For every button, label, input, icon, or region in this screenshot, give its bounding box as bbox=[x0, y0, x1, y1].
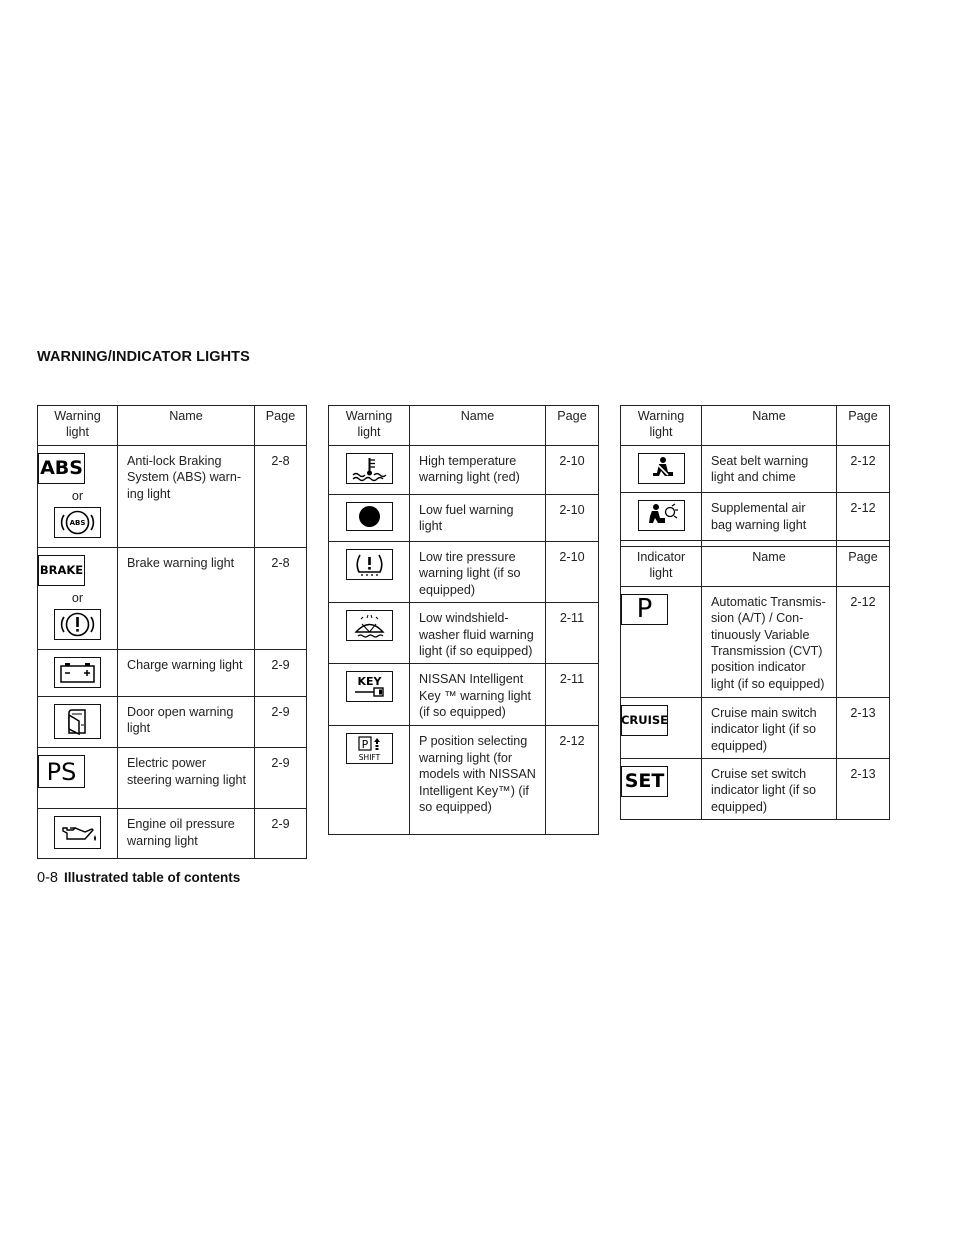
position-p-icon: P bbox=[621, 594, 668, 625]
warning-lights-table-3 bbox=[620, 405, 890, 820]
header-page: Page bbox=[546, 406, 599, 446]
p-shift-icon-sublabel: SHIFT bbox=[358, 753, 380, 763]
row-page: 2-8 bbox=[255, 446, 307, 548]
row-name: Cruise set switch indicator light (if so equipped) bbox=[702, 759, 837, 820]
row-page: 2-10 bbox=[546, 446, 599, 495]
row-name: Seat belt warning light and chime bbox=[702, 446, 837, 493]
set-icon: SET bbox=[621, 766, 668, 797]
row-page: 2-9 bbox=[255, 649, 307, 696]
table-row bbox=[38, 547, 307, 649]
abs-circle-label: ABS bbox=[69, 519, 86, 528]
high-temperature-icon bbox=[346, 453, 393, 484]
brake-circle-icon bbox=[54, 609, 101, 640]
row-name: NISSAN Intelligent Key ™ warning light (if so equipped) bbox=[410, 664, 546, 726]
header-warning-light: Warning light bbox=[38, 406, 118, 446]
power-steering-icon: PS bbox=[38, 755, 85, 788]
row-name: P position selecting warning light (for models with NISSAN Intelligent Key™) (if so equipped) bbox=[410, 726, 546, 835]
header-page: Page bbox=[255, 406, 307, 446]
header-name: Name bbox=[702, 546, 837, 586]
table-row bbox=[621, 759, 890, 820]
row-page: 2-11 bbox=[546, 603, 599, 664]
table-row bbox=[329, 664, 599, 726]
washer-fluid-icon bbox=[346, 610, 393, 641]
row-page: 2-10 bbox=[546, 542, 599, 603]
table-row bbox=[38, 697, 307, 748]
row-page: 2-12 bbox=[837, 586, 890, 697]
header-page: Page bbox=[837, 406, 890, 446]
row-name: Anti-lock Braking System (ABS) warn-ing light bbox=[118, 446, 255, 548]
or-label: or bbox=[71, 489, 84, 503]
row-page: 2-8 bbox=[255, 547, 307, 649]
abs-icon: ABS bbox=[38, 453, 85, 484]
table-row bbox=[38, 649, 307, 696]
key-icon bbox=[346, 671, 393, 702]
warning-lights-table-1 bbox=[37, 405, 307, 859]
header-page: Page bbox=[837, 546, 890, 586]
key-icon-label: KEY bbox=[356, 675, 382, 689]
table-row bbox=[329, 603, 599, 664]
section-title: WARNING/INDICATOR LIGHTS bbox=[37, 349, 250, 365]
tire-pressure-icon bbox=[346, 549, 393, 580]
table-row bbox=[38, 748, 307, 809]
cruise-icon: CRUISE bbox=[621, 705, 668, 736]
table-row bbox=[329, 495, 599, 542]
table-row bbox=[621, 493, 890, 540]
row-name: Charge warning light bbox=[118, 649, 255, 696]
abs-circle-icon bbox=[54, 507, 101, 538]
row-page: 2-11 bbox=[546, 664, 599, 726]
battery-icon bbox=[54, 657, 101, 688]
row-page: 2-12 bbox=[837, 493, 890, 540]
page-number: 0-8 bbox=[37, 870, 58, 886]
table-row bbox=[621, 697, 890, 758]
table-row bbox=[329, 726, 599, 835]
row-name: Cruise main switch indicator light (if so equipped) bbox=[702, 697, 837, 758]
row-page: 2-13 bbox=[837, 759, 890, 820]
table-row bbox=[38, 446, 307, 548]
oil-can-icon bbox=[54, 816, 101, 849]
row-page: 2-10 bbox=[546, 495, 599, 542]
row-page: 2-9 bbox=[255, 809, 307, 858]
header-warning-light: Warning light bbox=[329, 406, 410, 446]
footer-label: Illustrated table of contents bbox=[63, 870, 241, 885]
table-row bbox=[621, 446, 890, 493]
door-open-icon bbox=[54, 704, 101, 739]
row-name: High temperature warning light (red) bbox=[410, 446, 546, 495]
warning-lights-table-2 bbox=[328, 405, 599, 835]
brake-icon: BRAKE bbox=[38, 555, 85, 586]
row-name: Engine oil pressure warning light bbox=[118, 809, 255, 858]
row-name: Low tire pressure warning light (if so equipped) bbox=[410, 542, 546, 603]
header-indicator-light: Indicator light bbox=[621, 546, 702, 586]
low-fuel-icon bbox=[346, 502, 393, 531]
row-page: 2-12 bbox=[546, 726, 599, 835]
row-name: Automatic Transmis-sion (A/T) / Con-tinuously Variable Transmission (CVT) position indicator light (if so equipped) bbox=[702, 586, 837, 697]
table-row bbox=[621, 586, 890, 697]
row-name: Low windshield-washer fluid warning light (if so equipped) bbox=[410, 603, 546, 664]
row-page: 2-12 bbox=[837, 446, 890, 493]
header-warning-light: Warning light bbox=[621, 406, 702, 446]
or-label: or bbox=[71, 590, 84, 605]
row-name: Door open warning light bbox=[118, 697, 255, 748]
row-page: 2-9 bbox=[255, 748, 307, 809]
table-row bbox=[329, 446, 599, 495]
seat-belt-icon bbox=[638, 453, 685, 484]
p-shift-icon bbox=[346, 733, 393, 764]
table-row bbox=[329, 542, 599, 603]
table-row bbox=[38, 809, 307, 858]
p-shift-icon-label: P bbox=[361, 738, 368, 752]
airbag-icon bbox=[638, 500, 685, 531]
header-name: Name bbox=[118, 406, 255, 446]
row-name: Supplemental air bag warning light bbox=[702, 493, 837, 540]
header-name: Name bbox=[702, 406, 837, 446]
row-name: Low fuel warning light bbox=[410, 495, 546, 542]
header-name: Name bbox=[410, 406, 546, 446]
row-name: Brake warning light bbox=[118, 547, 255, 649]
row-page: 2-13 bbox=[837, 697, 890, 758]
row-name: Electric power steering warning light bbox=[118, 748, 255, 809]
row-page: 2-9 bbox=[255, 697, 307, 748]
page-footer bbox=[37, 870, 240, 886]
